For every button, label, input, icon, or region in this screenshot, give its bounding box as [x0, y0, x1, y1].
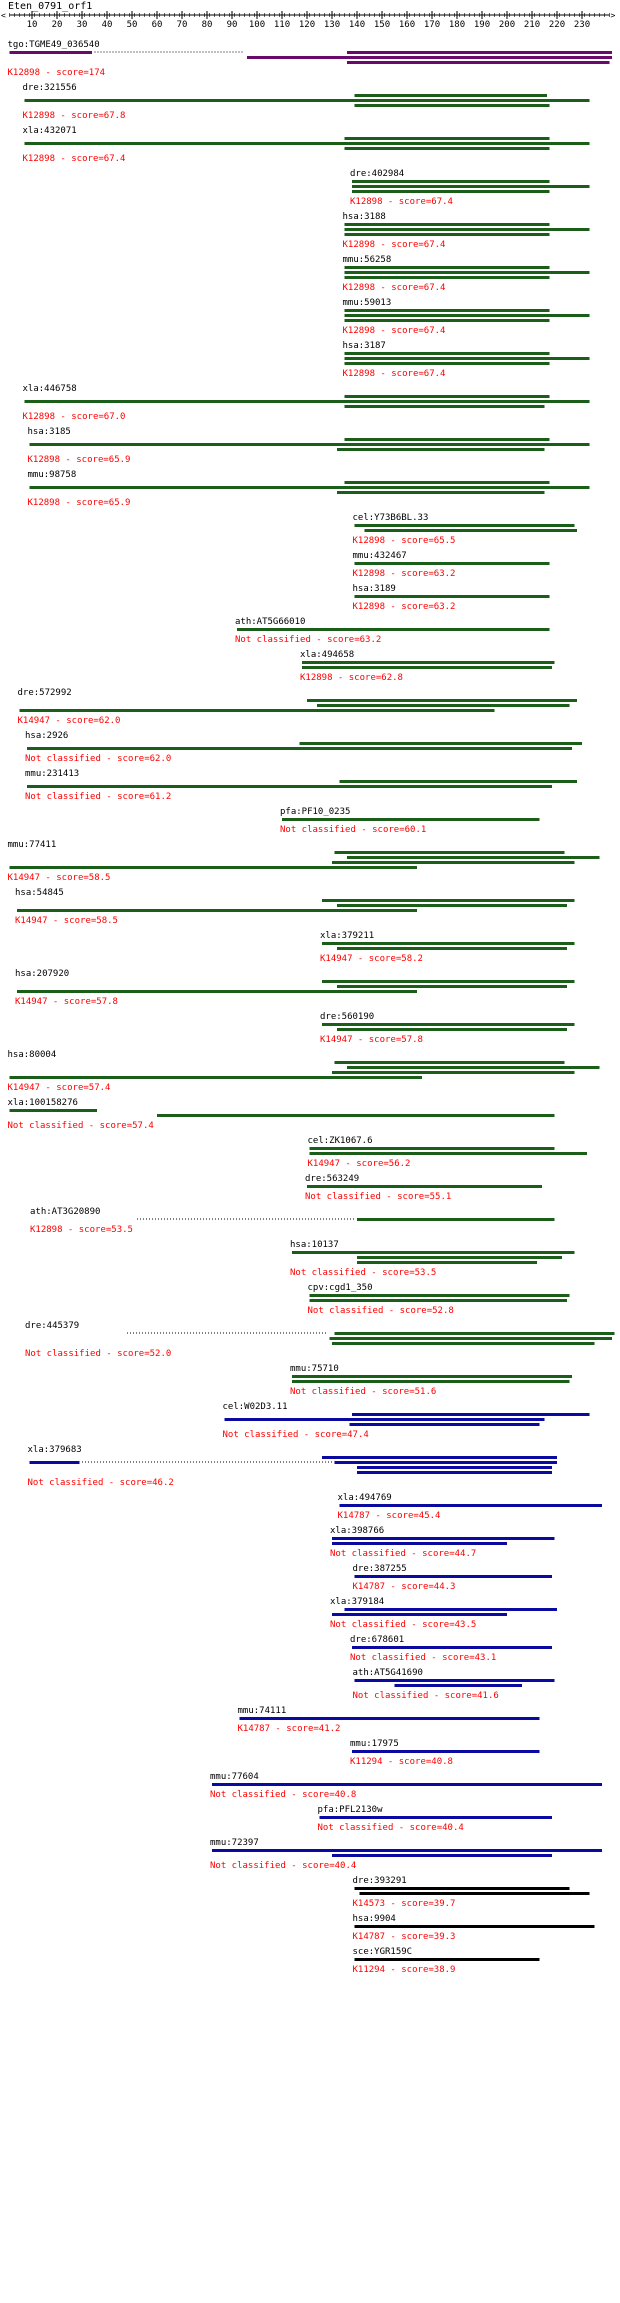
alignment-bar[interactable]: [355, 104, 550, 107]
ruler-tick-label: 190: [473, 20, 491, 30]
hit-35[interactable]: [28, 1445, 558, 1488]
hit-name-label[interactable]: dre:563249: [305, 1174, 360, 1184]
ruler-tick-label: 10: [26, 20, 38, 30]
alignment-bar[interactable]: [345, 362, 550, 365]
alignment-bar[interactable]: [347, 1066, 600, 1069]
alignment-bar[interactable]: [337, 904, 567, 907]
alignment-bar[interactable]: [332, 1071, 575, 1074]
alignment-bar[interactable]: [355, 524, 575, 527]
hit-name-label[interactable]: xla:446758: [22, 384, 77, 394]
alignment-bar[interactable]: [357, 1471, 552, 1474]
hit-30[interactable]: [290, 1240, 575, 1278]
hit-score-label: K11294 - score=38.9: [352, 1965, 456, 1975]
hit-name-label[interactable]: mmu:72397: [210, 1838, 259, 1848]
alignment-bar[interactable]: [322, 980, 575, 983]
hit-name-label[interactable]: hsa:3187: [342, 341, 386, 351]
hit-name-label[interactable]: xla:432071: [22, 126, 77, 136]
alignment-bar[interactable]: [347, 51, 612, 54]
alignment-bar[interactable]: [157, 1114, 555, 1117]
hit-name-label[interactable]: ath:AT5G66010: [235, 617, 306, 627]
hit-score-label: K14787 - score=44.3: [352, 1582, 456, 1592]
alignment-bar[interactable]: [310, 1147, 555, 1150]
hit-name-label[interactable]: xla:379211: [320, 931, 375, 941]
hit-40[interactable]: [350, 1635, 552, 1663]
alignment-bar[interactable]: [340, 780, 578, 783]
hit-score-label: K12898 - score=65.5: [352, 536, 456, 546]
hit-score-label: K12898 - score=67.0: [22, 412, 126, 422]
ruler-tick-label: 150: [373, 20, 391, 30]
hit-47[interactable]: [353, 1876, 590, 1909]
alignment-bar[interactable]: [335, 1332, 615, 1335]
alignment-bar[interactable]: [350, 1423, 540, 1426]
hit-score-label: K12898 - score=65.9: [27, 455, 131, 465]
hit-name-label[interactable]: cel:W02D3.11: [222, 1402, 288, 1412]
alignment-bar[interactable]: [355, 1887, 570, 1890]
hit-score-label: Not classified - score=52.0: [25, 1349, 172, 1359]
alignment-bar[interactable]: [300, 742, 583, 745]
hit-name-label[interactable]: pfa:PF10_0235: [280, 807, 351, 817]
hit-score-label: K12898 - score=53.5: [30, 1225, 133, 1235]
hit-score-label: Not classified - score=52.8: [307, 1306, 454, 1316]
alignment-bar[interactable]: [332, 1542, 507, 1545]
hit-name-label[interactable]: mmu:432467: [352, 551, 407, 561]
ruler-tick-label: 230: [573, 20, 591, 30]
hit-list: [8, 40, 615, 1975]
hit-name-label[interactable]: hsa:3185: [27, 427, 71, 437]
hit-24[interactable]: [320, 1012, 575, 1045]
ruler-tick-label: 220: [548, 20, 566, 30]
hit-score-label: K14947 - score=56.2: [307, 1159, 411, 1169]
hit-score-label: Not classified - score=55.1: [305, 1192, 452, 1202]
hit-score-label: Not classified - score=46.2: [27, 1478, 174, 1488]
alignment-bar[interactable]: [345, 228, 590, 231]
hit-score-label: K14947 - score=62.0: [17, 716, 121, 726]
hit-name-label[interactable]: mmu:74111: [237, 1706, 287, 1716]
hit-name-label[interactable]: xla:379184: [330, 1597, 385, 1607]
hit-score-label: Not classified - score=53.5: [290, 1268, 437, 1278]
position-ruler: [1, 11, 616, 30]
ruler-tick-label: 110: [273, 20, 291, 30]
hit-name-label[interactable]: mmu:77604: [210, 1772, 259, 1782]
hit-21[interactable]: [15, 888, 575, 926]
ruler-tick-label: 120: [298, 20, 316, 30]
alignment-bar[interactable]: [355, 1575, 553, 1578]
hit-13[interactable]: [353, 584, 550, 612]
hit-name-label[interactable]: dre:387255: [352, 1564, 407, 1574]
alignment-bar[interactable]: [352, 180, 550, 183]
hit-18[interactable]: [25, 769, 577, 802]
alignment-bar[interactable]: [332, 1854, 552, 1857]
alignment-bar[interactable]: [345, 319, 550, 322]
alignment-bar[interactable]: [330, 1337, 613, 1340]
alignment-bar[interactable]: [337, 491, 545, 494]
hit-score-label: Not classified - score=40.4: [317, 1823, 464, 1833]
hit-12[interactable]: [353, 551, 550, 579]
hit-score-label: Not classified - score=44.7: [330, 1549, 477, 1559]
alignment-bar[interactable]: [360, 1892, 590, 1895]
alignment-bar[interactable]: [310, 1152, 588, 1155]
ruler-tick-label: 90: [226, 20, 238, 30]
alignment-bar[interactable]: [347, 61, 610, 64]
hit-name-label[interactable]: mmu:231413: [25, 769, 80, 779]
hit-name-label[interactable]: hsa:3189: [352, 584, 396, 594]
hit-10[interactable]: [28, 470, 590, 508]
hit-score-label: K14947 - score=58.5: [15, 916, 118, 926]
hit-score-label: K11294 - score=40.8: [350, 1757, 453, 1767]
hit-score-label: K12898 - score=63.2: [352, 569, 456, 579]
alignment-bar[interactable]: [345, 314, 590, 317]
alignment-bar[interactable]: [310, 1299, 568, 1302]
alignment-bar[interactable]: [30, 486, 590, 489]
hit-29[interactable]: [30, 1207, 555, 1235]
hit-name-label[interactable]: xla:100158276: [7, 1098, 78, 1108]
ruler-left-arrow: <: [1, 11, 6, 20]
ruler-right-arrow: >: [610, 11, 616, 20]
hit-score-label: K14947 - score=58.2: [320, 954, 423, 964]
hit-score-label: K14573 - score=39.7: [352, 1899, 456, 1909]
hit-score-label: Not classified - score=47.4: [222, 1430, 369, 1440]
alignment-bar[interactable]: [345, 481, 550, 484]
alignment-bar[interactable]: [340, 1504, 603, 1507]
alignment-bar[interactable]: [20, 709, 495, 712]
ruler-tick-label: 130: [323, 20, 341, 30]
alignment-bar[interactable]: [337, 947, 567, 950]
alignment-bar[interactable]: [345, 357, 590, 360]
hit-name-label[interactable]: hsa:80004: [7, 1050, 57, 1060]
hit-name-label[interactable]: cel:Y73B6BL.33: [352, 513, 429, 523]
hit-name-label[interactable]: hsa:3188: [342, 212, 386, 222]
alignment-bar[interactable]: [10, 51, 93, 54]
hit-score-label: Not classified - score=61.2: [25, 792, 172, 802]
hit-score-label: K14947 - score=58.5: [7, 873, 111, 883]
hit-score-label: K12898 - score=67.4: [342, 283, 446, 293]
alignment-bar[interactable]: [240, 1717, 540, 1720]
alignment-bar[interactable]: [302, 666, 552, 669]
ruler-tick-label: 160: [398, 20, 416, 30]
hit-score-label: K12898 - score=63.2: [352, 602, 456, 612]
hit-31[interactable]: [308, 1283, 570, 1316]
hit-15[interactable]: [300, 650, 555, 683]
alignment-bar[interactable]: [332, 1613, 507, 1616]
alignment-bar[interactable]: [25, 400, 590, 403]
alignment-bar[interactable]: [345, 233, 550, 236]
hit-43[interactable]: [350, 1739, 540, 1767]
alignment-bar[interactable]: [332, 1342, 595, 1345]
hit-25[interactable]: [8, 1050, 600, 1093]
alignment-bar[interactable]: [355, 595, 550, 598]
ruler-tick-label: 180: [448, 20, 466, 30]
hit-4[interactable]: [343, 212, 590, 250]
alignment-bar[interactable]: [345, 395, 550, 398]
ruler-tick-label: 80: [201, 20, 213, 30]
hit-45[interactable]: [318, 1805, 553, 1833]
alignment-bar[interactable]: [352, 190, 550, 193]
hit-score-label: Not classified - score=62.0: [25, 754, 172, 764]
hit-0[interactable]: [8, 40, 613, 78]
hit-score-label: Not classified - score=51.6: [290, 1387, 437, 1397]
alignment-bar[interactable]: [212, 1783, 602, 1786]
hit-name-label[interactable]: cel:ZK1067.6: [307, 1136, 373, 1146]
alignment-bar[interactable]: [247, 56, 612, 59]
hit-27[interactable]: [308, 1136, 588, 1169]
alignment-bar[interactable]: [225, 1418, 545, 1421]
alignment-bar[interactable]: [355, 1925, 595, 1928]
ruler-tick-label: 40: [101, 20, 113, 30]
alignment-bar[interactable]: [345, 438, 550, 441]
alignment-bar[interactable]: [27, 747, 572, 750]
alignment-bar[interactable]: [322, 942, 575, 945]
hit-score-label: Not classified - score=43.5: [330, 1620, 477, 1630]
hit-26[interactable]: [8, 1098, 555, 1131]
alignment-bar[interactable]: [310, 1294, 570, 1297]
alignment-bar[interactable]: [352, 1646, 552, 1649]
hit-name-label[interactable]: mmu:75710: [290, 1364, 339, 1374]
hit-name-label[interactable]: mmu:17975: [350, 1739, 399, 1749]
alignment-bar[interactable]: [320, 1816, 553, 1819]
alignment-bar[interactable]: [345, 147, 550, 150]
hit-2[interactable]: [23, 126, 590, 164]
hit-34[interactable]: [223, 1402, 590, 1440]
hit-48[interactable]: [353, 1914, 595, 1942]
alignment-bar[interactable]: [307, 699, 577, 702]
hit-score-label: K12898 - score=174: [7, 68, 106, 78]
hit-score-label: K14787 - score=45.4: [337, 1511, 441, 1521]
hit-8[interactable]: [23, 384, 590, 422]
query-title: Eten_0791_orf1: [8, 1, 93, 12]
hit-name-label[interactable]: mmu:77411: [7, 840, 57, 850]
ruler-tick-label: 170: [423, 20, 441, 30]
hit-score-label: K14947 - score=57.8: [320, 1035, 423, 1045]
alignment-bar[interactable]: [335, 851, 565, 854]
hit-14[interactable]: [235, 617, 550, 645]
hit-score-label: K12898 - score=67.8: [22, 111, 126, 121]
hit-score-label: K12898 - score=67.4: [22, 154, 126, 164]
alignment-bar[interactable]: [365, 529, 578, 532]
alignment-bar[interactable]: [345, 271, 590, 274]
hit-score-label: K12898 - score=65.9: [27, 498, 131, 508]
alignment-bar[interactable]: [292, 1380, 570, 1383]
alignment-bar[interactable]: [345, 223, 550, 226]
hit-score-label: Not classified - score=43.1: [350, 1653, 497, 1663]
alignment-bar[interactable]: [332, 1537, 555, 1540]
hit-name-label[interactable]: dre:572992: [17, 688, 72, 698]
hit-name-label[interactable]: ath:AT3G20890: [30, 1207, 101, 1217]
alignment-bar[interactable]: [357, 1466, 552, 1469]
hit-name-label[interactable]: xla:494769: [337, 1493, 392, 1503]
hit-score-label: Not classified - score=40.8: [210, 1790, 357, 1800]
alignment-bar[interactable]: [337, 448, 545, 451]
hit-9[interactable]: [28, 427, 590, 465]
hit-41[interactable]: [353, 1668, 555, 1701]
hit-16[interactable]: [18, 688, 578, 726]
hit-17[interactable]: [25, 731, 582, 764]
hit-name-label[interactable]: xla:379683: [27, 1445, 82, 1455]
alignment-bar[interactable]: [345, 1608, 558, 1611]
hit-20[interactable]: [8, 840, 600, 883]
alignment-bar[interactable]: [335, 1461, 558, 1464]
hit-score-label: Not classified - score=41.6: [352, 1691, 499, 1701]
ruler-tick-label: 200: [498, 20, 516, 30]
hit-name-label[interactable]: hsa:207920: [15, 969, 70, 979]
alignment-bar[interactable]: [10, 1109, 98, 1112]
hit-1[interactable]: [23, 83, 590, 121]
ruler-tick-label: 100: [248, 20, 266, 30]
alignment-bar[interactable]: [352, 185, 590, 188]
hit-22[interactable]: [320, 931, 575, 964]
ruler-tick-label: 140: [348, 20, 366, 30]
hit-23[interactable]: [15, 969, 575, 1007]
alignment-bar[interactable]: [307, 1185, 542, 1188]
alignment-bar[interactable]: [345, 405, 545, 408]
alignment-bar[interactable]: [357, 1218, 555, 1221]
hit-name-label[interactable]: dre:678601: [350, 1635, 405, 1645]
hit-score-label: K12898 - score=67.4: [342, 326, 446, 336]
hit-score-label: K14947 - score=57.8: [15, 997, 118, 1007]
alignment-bar[interactable]: [10, 1076, 423, 1079]
hit-32[interactable]: [25, 1321, 615, 1359]
alignment-bar[interactable]: [395, 1684, 523, 1687]
alignment-bar[interactable]: [25, 142, 590, 145]
hit-name-label[interactable]: hsa:9904: [352, 1914, 396, 1924]
hit-3[interactable]: [350, 169, 590, 207]
ruler-tick-label: 30: [76, 20, 88, 30]
alignment-bar[interactable]: [322, 1023, 575, 1026]
ruler-tick-label: 20: [51, 20, 63, 30]
alignment-bar[interactable]: [30, 1461, 80, 1464]
hit-6[interactable]: [343, 298, 590, 336]
hit-score-label: Not classified - score=40.4: [210, 1861, 357, 1871]
alignment-bar[interactable]: [25, 99, 590, 102]
hit-name-label[interactable]: hsa:10137: [290, 1240, 339, 1250]
alignment-bar[interactable]: [282, 818, 540, 821]
alignment-bar[interactable]: [237, 628, 550, 631]
hit-score-label: Not classified - score=57.4: [7, 1121, 154, 1131]
alignment-bar[interactable]: [355, 1679, 555, 1682]
alignment-bar[interactable]: [292, 1375, 572, 1378]
hit-11[interactable]: [353, 513, 578, 546]
hit-name-label[interactable]: xla:494658: [300, 650, 355, 660]
hit-38[interactable]: [353, 1564, 553, 1592]
alignment-bar[interactable]: [355, 562, 550, 565]
alignment-bar[interactable]: [345, 266, 550, 269]
hit-name-label[interactable]: mmu:59013: [342, 298, 392, 308]
alignment-bar[interactable]: [337, 985, 567, 988]
hit-7[interactable]: [343, 341, 590, 379]
hit-name-label[interactable]: dre:321556: [22, 83, 77, 93]
hit-name-label[interactable]: cpv:cgd1_350: [307, 1283, 373, 1293]
hit-name-label[interactable]: sce:YGR159C: [352, 1947, 413, 1957]
hit-name-label[interactable]: pfa:PFL2130w: [317, 1805, 383, 1815]
hit-score-label: K14787 - score=39.3: [352, 1932, 456, 1942]
hit-score-label: K12898 - score=67.4: [342, 240, 446, 250]
hit-name-label[interactable]: xla:398766: [330, 1526, 385, 1536]
hit-49[interactable]: [353, 1947, 540, 1975]
alignment-bar[interactable]: [30, 443, 590, 446]
alignment-bar[interactable]: [27, 785, 552, 788]
hit-name-label[interactable]: dre:393291: [352, 1876, 407, 1886]
hit-39[interactable]: [330, 1597, 557, 1630]
alignment-bar[interactable]: [292, 1251, 575, 1254]
hit-name-label[interactable]: dre:560190: [320, 1012, 375, 1022]
alignment-bar[interactable]: [345, 352, 550, 355]
alignment-bar[interactable]: [212, 1849, 602, 1852]
alignment-bar[interactable]: [322, 899, 575, 902]
alignment-bar[interactable]: [355, 94, 548, 97]
hit-score-label: Not classified - score=63.2: [235, 635, 382, 645]
ruler-tick-label: 50: [126, 20, 138, 30]
hit-score-label: K12898 - score=67.4: [342, 369, 446, 379]
hit-42[interactable]: [238, 1706, 540, 1734]
hit-score-label: K12898 - score=67.4: [350, 197, 453, 207]
hit-28[interactable]: [305, 1174, 542, 1202]
alignment-bar[interactable]: [355, 1958, 540, 1961]
alignment-bar[interactable]: [335, 1061, 565, 1064]
alignment-bar[interactable]: [332, 861, 575, 864]
alignment-bar[interactable]: [302, 661, 555, 664]
alignment-bar[interactable]: [337, 1028, 567, 1031]
alignment-bar[interactable]: [352, 1413, 590, 1416]
alignment-bar[interactable]: [345, 309, 550, 312]
alignment-bar[interactable]: [357, 1261, 537, 1264]
hit-name-label[interactable]: hsa:54845: [15, 888, 64, 898]
hit-score-label: K12898 - score=62.8: [300, 673, 403, 683]
hit-36[interactable]: [338, 1493, 603, 1521]
alignment-bar[interactable]: [345, 137, 550, 140]
alignment-bar[interactable]: [357, 1256, 562, 1259]
alignment-bar[interactable]: [322, 1456, 557, 1459]
hit-score-label: K14947 - score=57.4: [7, 1083, 111, 1093]
hit-33[interactable]: [290, 1364, 572, 1397]
hit-name-label[interactable]: tgo:TGME49_036540: [7, 40, 100, 50]
ruler-tick-label: 70: [176, 20, 188, 30]
alignment-bar[interactable]: [10, 866, 418, 869]
hit-name-label[interactable]: dre:402984: [350, 169, 405, 179]
hit-44[interactable]: [210, 1772, 602, 1800]
alignment-bar[interactable]: [352, 1750, 540, 1753]
alignment-bar[interactable]: [17, 990, 417, 993]
hit-name-label[interactable]: ath:AT5G41690: [352, 1668, 423, 1678]
alignment-bar[interactable]: [345, 276, 550, 279]
hit-score-label: K14787 - score=41.2: [237, 1724, 341, 1734]
hit-score-label: Not classified - score=60.1: [280, 825, 427, 835]
hit-name-label[interactable]: hsa:2926: [25, 731, 69, 741]
hit-46[interactable]: [210, 1838, 602, 1871]
alignment-bar[interactable]: [347, 856, 600, 859]
ruler-tick-label: 60: [151, 20, 163, 30]
hit-19[interactable]: [280, 807, 540, 835]
hit-name-label[interactable]: mmu:56258: [342, 255, 392, 265]
hit-name-label[interactable]: dre:445379: [25, 1321, 80, 1331]
alignment-bar[interactable]: [17, 909, 417, 912]
hit-name-label[interactable]: mmu:98758: [27, 470, 77, 480]
ruler-tick-label: 210: [523, 20, 541, 30]
alignment-bar[interactable]: [317, 704, 570, 707]
hit-5[interactable]: [343, 255, 590, 293]
hit-37[interactable]: [330, 1526, 555, 1559]
